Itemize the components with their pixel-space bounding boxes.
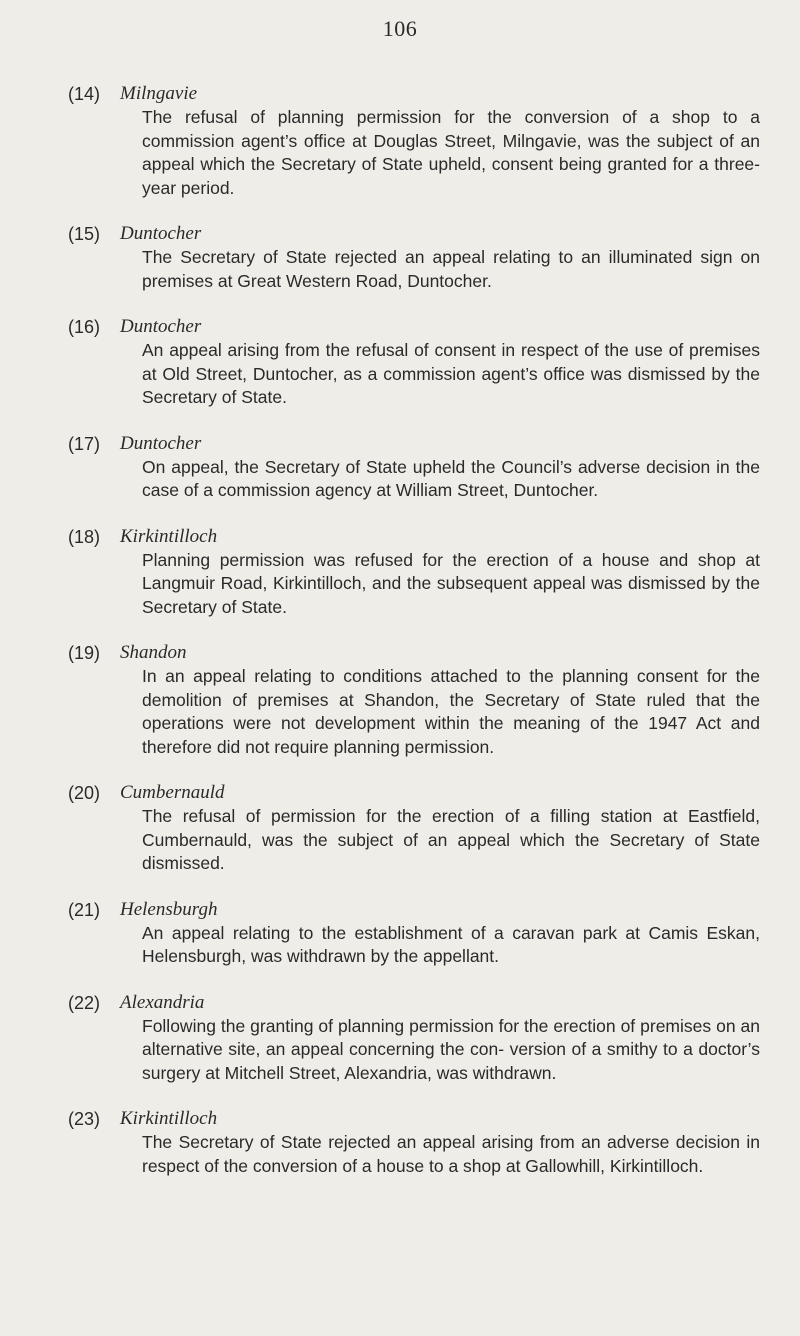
entry-place-heading: Kirkintilloch xyxy=(120,1108,218,1129)
entry-body xyxy=(120,432,760,503)
entry-place-heading: Shandon xyxy=(120,642,187,663)
entry-text: An appeal arising from the refusal of consent in respect of the use of premises at Old Street, Duntocher, as a commission agent’s office was dismissed by the Secretary of State. xyxy=(142,340,760,407)
entry-text: Following the granting of planning permission for the erection of premises on an alternative site, an appeal concerning the con- version of a smithy to a doctor’s surgery at Mitchell Street, Alexandria, was withdrawn. xyxy=(142,1015,760,1083)
entry-body xyxy=(120,991,760,1086)
entry-text: On appeal, the Secretary of State upheld the Council’s adverse decision in the case of a commission agency at William Street, Duntocher. xyxy=(142,456,760,500)
entry-number: (16) xyxy=(68,317,101,337)
list-item xyxy=(0,432,800,503)
entry-place-heading: Duntocher xyxy=(120,432,202,454)
list-item xyxy=(0,641,800,759)
entry-number: (21) xyxy=(68,899,101,920)
entry-body xyxy=(120,525,760,620)
entry-number: (22) xyxy=(68,992,101,1013)
entry-place-heading: Helensburgh xyxy=(120,898,218,920)
entry-body xyxy=(120,781,760,876)
entry-number: (19) xyxy=(68,643,101,663)
entry-place-heading: Alexandria xyxy=(120,991,205,1013)
entry-number: (20) xyxy=(68,783,101,803)
entry-number: (17) xyxy=(68,433,101,454)
entry-place-heading: Kirkintilloch xyxy=(120,525,218,547)
list-item xyxy=(0,1107,800,1178)
entry-text: The Secretary of State rejected an appeal arising from an adverse decision in respect of the conversion of a house to a shop at Gallowhill, Kirkintilloch. xyxy=(142,1132,760,1176)
entry-body xyxy=(120,898,760,969)
entry-place-heading: Milngavie xyxy=(120,83,198,104)
list-item xyxy=(0,525,800,620)
page-number: 106 xyxy=(382,16,418,41)
entry-number: (23) xyxy=(68,1109,101,1129)
entry-place-heading: Duntocher xyxy=(120,223,202,244)
entry-body xyxy=(120,222,760,293)
list-item xyxy=(0,991,800,1086)
entry-number: (18) xyxy=(68,526,101,547)
appeal-list xyxy=(0,82,800,1200)
list-item xyxy=(0,222,800,293)
entry-place-heading: Duntocher xyxy=(120,316,202,337)
entry-body xyxy=(120,82,760,200)
entry-text: Planning permission was refused for the erection of a house and shop at Langmuir Road, Kirkintilloch, and the subsequent appeal was dismissed by the Secretary of State. xyxy=(142,549,760,617)
entry-text: In an appeal relating to conditions attached to the planning consent for the demolition of premises at Shandon, the Secretary of State ruled that the operations were not development within the meaning of the 1947 Act and therefore did not require planning permission. xyxy=(142,666,760,757)
entry-text: The refusal of permission for the erection of a filling station at Eastfield, Cumbernauld, was the subject of an appeal which the Secretary of State dismissed. xyxy=(142,806,760,873)
entry-body xyxy=(120,1107,760,1178)
list-item xyxy=(0,781,800,876)
entry-number: (15) xyxy=(68,224,101,244)
list-item xyxy=(0,898,800,969)
entry-text: An appeal relating to the establishment of a caravan park at Camis Eskan, Helensburgh, was withdrawn by the appellant. xyxy=(142,922,760,966)
entry-body xyxy=(120,315,760,410)
entry-place-heading: Cumbernauld xyxy=(120,782,225,803)
entry-body xyxy=(120,641,760,759)
list-item xyxy=(0,315,800,410)
entry-text: The Secretary of State rejected an appeal relating to an illuminated sign on premises at Great Western Road, Duntocher. xyxy=(142,247,760,291)
list-item xyxy=(0,82,800,200)
entry-text: The refusal of planning permission for the conversion of a shop to a commission agent’s office at Douglas Street, Milngavie, was the subject of an appeal which the Secretary of State upheld, consent being granted for a three-year period. xyxy=(142,107,760,198)
entry-number: (14) xyxy=(68,84,101,104)
